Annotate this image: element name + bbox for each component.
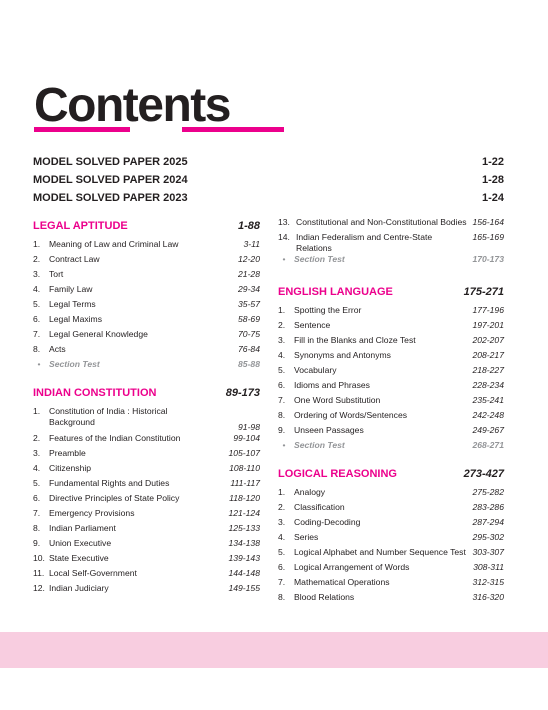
item-pages: 249-267	[472, 425, 504, 435]
item-pages: 177-196	[472, 305, 504, 315]
item-title: Citizenship	[49, 463, 92, 473]
toc-item	[278, 380, 504, 395]
toc-item	[278, 547, 504, 562]
item-pages: 208-217	[472, 350, 504, 360]
paper-row	[33, 189, 504, 207]
section-test-item	[278, 440, 504, 455]
item-pages: 134-138	[228, 538, 260, 548]
item-title: Classification	[294, 502, 345, 512]
item-pages: 58-69	[238, 314, 260, 324]
item-number: 1.	[33, 406, 41, 416]
item-title: Spotting the Error	[294, 305, 362, 315]
item-number: 3.	[278, 517, 286, 527]
toc-item	[278, 562, 504, 577]
contents-heading	[34, 79, 230, 132]
toc-item	[278, 305, 504, 320]
toc-item	[278, 217, 504, 232]
toc-item	[33, 568, 260, 583]
toc-item	[33, 406, 260, 433]
item-title: Mathematical Operations	[294, 577, 390, 587]
toc-item	[33, 239, 260, 254]
toc-item	[33, 583, 260, 598]
item-pages: 283-286	[472, 502, 504, 512]
toc-item	[278, 487, 504, 502]
toc-item	[33, 478, 260, 493]
item-number: 13.	[278, 217, 290, 227]
toc-item	[278, 592, 504, 607]
item-title: Directive Principles of State Policy	[49, 493, 180, 503]
section-title: LEGAL APTITUDE	[33, 220, 128, 232]
item-title: Preamble	[49, 448, 86, 458]
item-title: Section Test	[294, 254, 345, 264]
toc-item	[33, 493, 260, 508]
item-title: Legal General Knowledge	[49, 329, 148, 339]
toc-item	[278, 350, 504, 365]
section-title: LOGICAL REASONING	[278, 468, 397, 480]
section-range: 1-88	[237, 220, 260, 232]
item-number: 4.	[278, 350, 286, 360]
item-pages: 111-117	[230, 478, 260, 488]
item-number: 12.	[33, 583, 45, 593]
toc-item	[33, 344, 260, 359]
item-pages: 125-133	[228, 523, 260, 533]
item-pages: 85-88	[238, 359, 260, 369]
toc-item	[33, 508, 260, 523]
item-pages: 144-148	[228, 568, 260, 578]
section-title: ENGLISH LANGUAGE	[278, 286, 393, 298]
section-range: 273-427	[463, 468, 504, 480]
item-number: 1.	[33, 239, 41, 249]
item-pages: 218-227	[472, 365, 504, 375]
item-title: Emergency Provisions	[49, 508, 135, 518]
item-pages: 91-98	[238, 422, 260, 432]
item-pages: 275-282	[472, 487, 504, 497]
item-pages: 287-294	[472, 517, 504, 527]
item-number: 8.	[33, 344, 41, 354]
item-number: 3.	[278, 335, 286, 345]
item-title: Synonyms and Antonyms	[294, 350, 391, 360]
section-header-indian-constitution	[33, 384, 260, 402]
item-title: Features of the Indian Constitution	[49, 433, 181, 443]
item-title: Section Test	[294, 440, 345, 450]
item-pages: 21-28	[238, 269, 260, 279]
item-pages: 197-201	[472, 320, 504, 330]
section-range: 89-173	[225, 387, 260, 399]
toc-item	[278, 425, 504, 440]
toc-item	[278, 410, 504, 425]
item-number: 10.	[33, 553, 45, 563]
toc-item	[278, 502, 504, 517]
item-title: Analogy	[294, 487, 326, 497]
item-title: Contract Law	[49, 254, 100, 264]
item-pages: 12-20	[238, 254, 260, 264]
item-number: 6.	[278, 380, 286, 390]
item-number: 8.	[278, 592, 286, 602]
paper-row	[33, 153, 504, 171]
item-title: Series	[294, 532, 319, 542]
section-range: 175-271	[463, 286, 504, 298]
item-number: 5.	[278, 365, 286, 375]
item-pages: 29-34	[238, 284, 260, 294]
item-number: 2.	[278, 502, 286, 512]
item-pages: 105-107	[228, 448, 260, 458]
paper-title: MODEL SOLVED PAPER 2025	[33, 156, 188, 168]
item-title: Idioms and Phrases	[294, 380, 370, 390]
toc-item	[33, 269, 260, 284]
item-pages: 108-110	[229, 463, 260, 473]
item-number: 7.	[278, 395, 286, 405]
item-title: State Executive	[49, 553, 109, 563]
item-title: Acts	[49, 344, 66, 354]
toc-item	[278, 320, 504, 335]
item-title: Logical Alphabet and Number Sequence Test	[294, 547, 466, 557]
item-number: 2.	[33, 254, 41, 264]
item-pages: 235-241	[472, 395, 504, 405]
section-header-logical-reasoning	[278, 465, 504, 483]
item-pages: 3-11	[243, 239, 260, 249]
item-title: Fill in the Blanks and Cloze Test	[294, 335, 416, 345]
item-number: 9.	[33, 538, 41, 548]
paper-pages: 1-22	[481, 156, 504, 168]
section-test-item	[33, 359, 260, 374]
item-pages: 165-169	[472, 232, 504, 242]
toc-item	[278, 335, 504, 350]
item-title: Blood Relations	[294, 592, 355, 602]
item-title: Coding-Decoding	[294, 517, 361, 527]
item-pages: 268-271	[472, 440, 504, 450]
paper-pages: 1-24	[481, 192, 504, 204]
item-title: Unseen Passages	[294, 425, 364, 435]
toc-item	[278, 532, 504, 547]
item-pages: 76-84	[238, 344, 260, 354]
right-column	[278, 217, 504, 607]
toc-item	[33, 553, 260, 568]
item-title: Constitution of India : Historical Background	[49, 406, 168, 427]
item-title: One Word Substitution	[294, 395, 381, 405]
item-pages: 35-57	[238, 299, 260, 309]
item-title: Legal Maxims	[49, 314, 103, 324]
item-pages: 99-104	[233, 433, 260, 443]
section-title: INDIAN CONSTITUTION	[33, 387, 157, 399]
item-number: 6.	[33, 314, 41, 324]
item-title: Fundamental Rights and Duties	[49, 478, 170, 488]
item-title: Vocabulary	[294, 365, 337, 375]
toc-item	[33, 538, 260, 553]
item-pages: 118-120	[229, 493, 260, 503]
item-title: Meaning of Law and Criminal Law	[49, 239, 179, 249]
item-pages: 121-124	[228, 508, 260, 518]
item-title: Family Law	[49, 284, 93, 294]
item-number: 7.	[278, 577, 286, 587]
toc-item	[278, 517, 504, 532]
item-number: 1.	[278, 305, 286, 315]
item-number: 4.	[278, 532, 286, 542]
toc-item	[33, 284, 260, 299]
item-pages: 202-207	[472, 335, 504, 345]
item-title: Sentence	[294, 320, 331, 330]
item-pages: 295-302	[472, 532, 504, 542]
item-title: Ordering of Words/Sentences	[294, 410, 408, 420]
toc-item	[33, 433, 260, 448]
section-test-item	[278, 254, 504, 269]
item-number: 5.	[278, 547, 286, 557]
item-title: Legal Terms	[49, 299, 96, 309]
item-title: Logical Arrangement of Words	[294, 562, 410, 572]
item-pages: 316-320	[472, 592, 504, 602]
item-title: Section Test	[49, 359, 100, 369]
item-number: 7.	[33, 508, 41, 518]
item-number: 2.	[33, 433, 41, 443]
item-number: 6.	[33, 493, 41, 503]
item-number: 14.	[278, 232, 290, 242]
item-number: 4.	[33, 463, 41, 473]
toc-item	[33, 299, 260, 314]
item-number: 5.	[33, 299, 41, 309]
item-pages: 139-143	[228, 553, 260, 563]
footer-band	[0, 632, 548, 668]
paper-row	[33, 171, 504, 189]
paper-title: MODEL SOLVED PAPER 2023	[33, 192, 188, 204]
item-title: Tort	[49, 269, 64, 279]
item-title: Indian Judiciary	[49, 583, 109, 593]
paper-pages: 1-28	[481, 174, 504, 186]
bullet-icon: •	[282, 254, 286, 264]
item-pages: 242-248	[472, 410, 504, 420]
section-header-english-language	[278, 283, 504, 301]
item-pages: 308-311	[473, 562, 504, 572]
item-number: 5.	[33, 478, 41, 488]
item-pages: 228-234	[472, 380, 504, 390]
bullet-icon: •	[282, 440, 286, 450]
item-number: 8.	[278, 410, 286, 420]
section-header-legal-aptitude	[33, 217, 260, 235]
item-title: Local Self-Government	[49, 568, 137, 578]
item-title: Indian Federalism and Centre-State Relations	[296, 232, 433, 253]
item-pages: 170-173	[472, 254, 504, 264]
toc-item	[33, 463, 260, 478]
toc-item	[33, 523, 260, 538]
item-number: 1.	[278, 487, 286, 497]
item-number: 3.	[33, 269, 41, 279]
item-number: 11.	[33, 568, 45, 578]
toc-item	[278, 232, 504, 254]
toc-item	[33, 329, 260, 344]
item-title: Constitutional and Non-Constitutional Bodies	[296, 217, 467, 227]
paper-title: MODEL SOLVED PAPER 2024	[33, 174, 188, 186]
item-pages: 156-164	[472, 217, 504, 227]
item-number: 3.	[33, 448, 41, 458]
toc-item	[33, 254, 260, 269]
page-title: Contents	[34, 79, 230, 132]
toc-item	[278, 365, 504, 380]
item-pages: 303-307	[472, 547, 504, 557]
item-number: 2.	[278, 320, 286, 330]
toc-item	[33, 314, 260, 329]
item-pages: 312-315	[472, 577, 504, 587]
item-pages: 149-155	[228, 583, 260, 593]
item-number: 7.	[33, 329, 41, 339]
item-title: Union Executive	[49, 538, 112, 548]
item-title: Indian Parliament	[49, 523, 116, 533]
item-pages: 70-75	[238, 329, 260, 339]
model-papers-list	[33, 153, 504, 207]
left-column	[33, 217, 260, 598]
toc-item	[278, 395, 504, 410]
toc-item	[278, 577, 504, 592]
item-number: 6.	[278, 562, 286, 572]
item-number: 9.	[278, 425, 286, 435]
toc-item	[33, 448, 260, 463]
item-number: 4.	[33, 284, 41, 294]
bullet-icon: •	[37, 359, 41, 369]
item-number: 8.	[33, 523, 41, 533]
